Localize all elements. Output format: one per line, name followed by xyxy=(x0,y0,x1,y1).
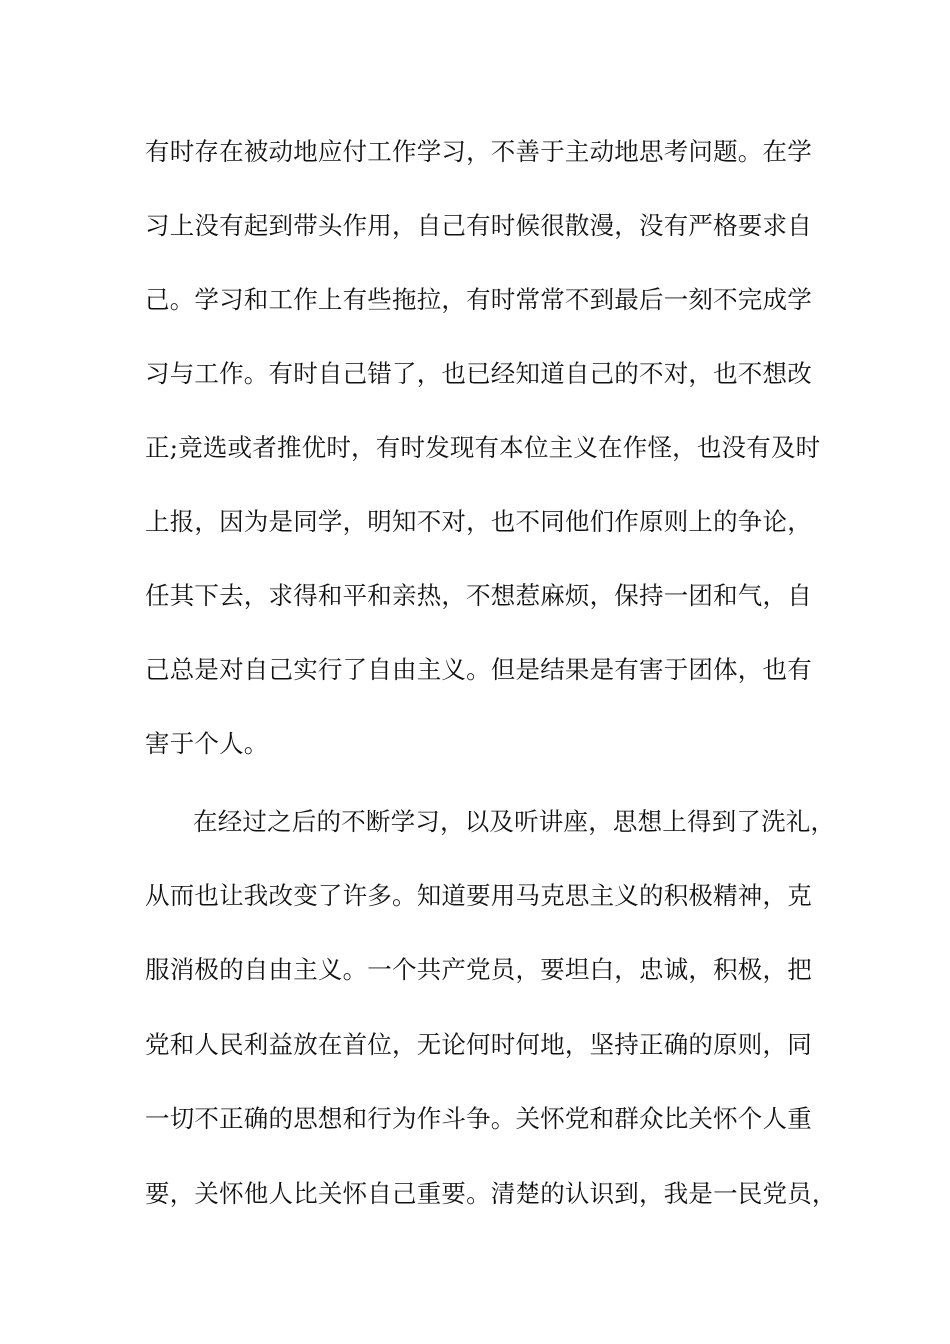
text-line: 己总是对自己实行了自由主义。但是结果是有害于团体，也有 xyxy=(145,655,812,684)
text-line: 上报，因为是同学，明知不对，也不同他们作原则上的争论， xyxy=(145,507,812,536)
text-line: 一切不正确的思想和行为作斗争。关怀党和群众比关怀个人重 xyxy=(145,1104,812,1133)
text-line: 党和人民利益放在首位，无论何时何地，坚持正确的原则，同 xyxy=(145,1030,812,1059)
text-line: 习与工作。有时自己错了，也已经知道自己的不对，也不想改 xyxy=(145,359,812,388)
text-line-indented: 在经过之后的不断学习，以及听讲座，思想上得到了洗礼， xyxy=(193,807,836,836)
text-line: 要，关怀他人比关怀自己重要。清楚的认识到，我是一民党员， xyxy=(145,1179,837,1208)
text-line: 从而也让我改变了许多。知道要用马克思主义的积极精神，克 xyxy=(145,881,812,910)
text-line: 服消极的自由主义。一个共产党员，要坦白，忠诚，积极，把 xyxy=(145,955,812,984)
text-line: 有时存在被动地应付工作学习，不善于主动地思考问题。在学 xyxy=(145,137,812,166)
text-line: 正;竞选或者推优时，有时发现有本位主义在作怪，也没有及时 xyxy=(145,433,821,462)
text-line: 己。学习和工作上有些拖拉，有时常常不到最后一刻不完成学 xyxy=(145,285,812,314)
text-line: 任其下去，求得和平和亲热，不想惹麻烦，保持一团和气，自 xyxy=(145,581,812,610)
text-line: 害于个人。 xyxy=(145,729,269,758)
text-line: 习上没有起到带头作用，自己有时候很散漫，没有严格要求自 xyxy=(145,211,812,240)
